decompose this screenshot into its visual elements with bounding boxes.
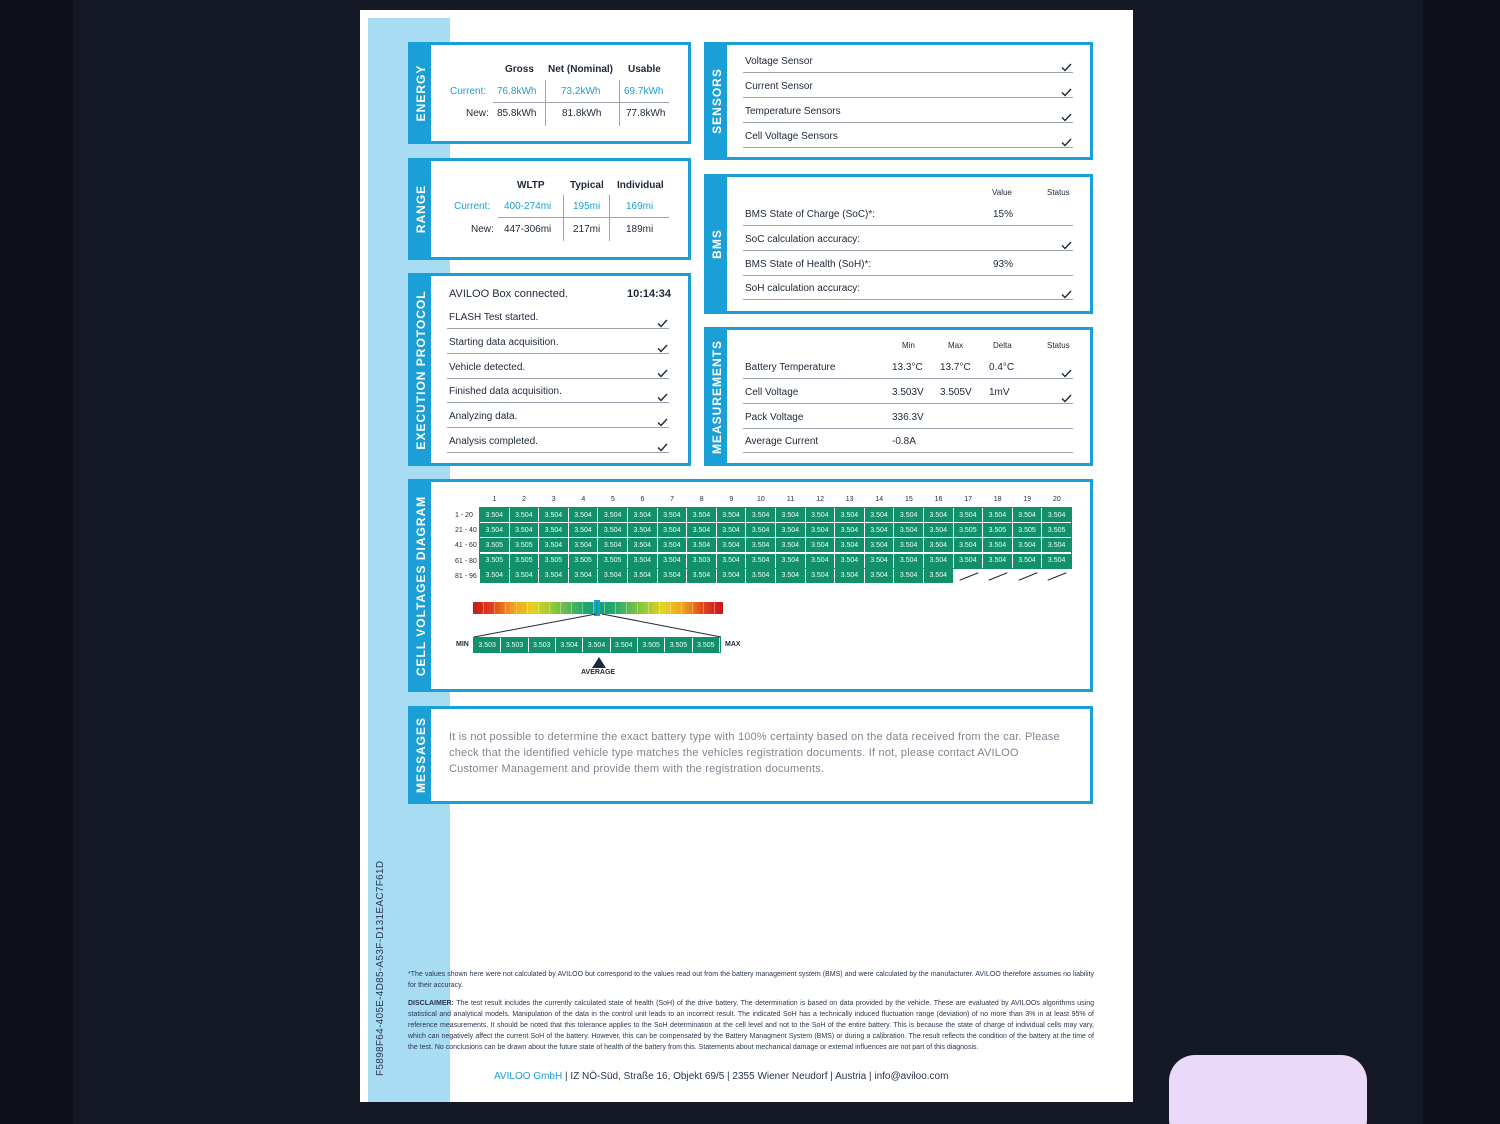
range-header-wltp: WLTP <box>517 180 545 191</box>
cell-voltage: 3.504 <box>835 508 865 523</box>
cell-column-label: 11 <box>786 496 795 503</box>
meas-row-label: Pack Voltage <box>745 411 804 423</box>
checkmark-icon <box>657 365 668 374</box>
divider <box>743 122 1073 123</box>
distribution-cell: 3.503 <box>501 638 528 652</box>
protocol-step: Analyzing data. <box>449 411 518 423</box>
messages-tab: MESSAGES <box>411 709 431 801</box>
cell-voltage: 3.504 <box>480 569 510 584</box>
cell-voltage: 3.505 <box>1013 523 1043 538</box>
cell-voltage: 3.504 <box>687 538 717 553</box>
range-header-individual: Individual <box>617 180 664 191</box>
bms-row-value: 15% <box>993 209 1014 220</box>
cell-voltage: 3.504 <box>1013 554 1043 569</box>
protocol-step: Finished data acquisition. <box>449 386 562 398</box>
cell-voltage: 3.504 <box>717 508 747 523</box>
cell-column-label: 15 <box>904 496 913 503</box>
cell-column-label: 4 <box>581 496 586 503</box>
cell-voltage: 3.505 <box>510 554 540 569</box>
cell-voltage: 3.504 <box>539 569 569 584</box>
cell-voltage: 3.504 <box>598 508 628 523</box>
company-name: AVILOO GmbH <box>494 1071 563 1082</box>
cell-column-label: 12 <box>816 496 824 503</box>
cell-voltage: 3.504 <box>865 569 895 584</box>
cell-voltage: 3.504 <box>569 538 599 553</box>
energy-current-label: Current: <box>450 86 487 97</box>
range-new-individual: 189mi <box>626 224 654 235</box>
meas-min: -0.8A <box>892 436 916 448</box>
cell-column-label: 7 <box>670 496 675 503</box>
cell-voltage: 3.504 <box>924 538 954 553</box>
cell-voltage: 3.504 <box>510 523 540 538</box>
range-header-typical: Typical <box>570 180 604 191</box>
range-new-typical: 217mi <box>573 224 601 235</box>
protocol-title: AVILOO Box connected. <box>449 288 569 300</box>
energy-tab: ENERGY <box>411 45 431 141</box>
divider <box>743 250 1073 251</box>
cell-voltage: 3.504 <box>480 523 510 538</box>
protocol-step: Vehicle detected. <box>449 361 526 373</box>
range-current-individual: 169mi <box>626 201 654 212</box>
cell-voltage: 3.504 <box>954 538 984 553</box>
disclaimer <box>408 998 1094 1053</box>
cell-voltage: 3.504 <box>598 523 628 538</box>
cell-voltage: 3.504 <box>806 569 836 584</box>
cell-voltage: 3.504 <box>835 538 865 553</box>
cell-voltage: 3.504 <box>658 538 688 553</box>
cell-voltage: 3.505 <box>983 523 1013 538</box>
checkmark-icon <box>657 340 668 349</box>
cell-voltage: 3.504 <box>776 508 806 523</box>
cell-voltage: 3.504 <box>865 554 895 569</box>
cell-column-label: 8 <box>699 496 704 503</box>
cell-voltage: 3.504 <box>1013 508 1043 523</box>
bms-row-label: SoC calculation accuracy: <box>745 233 861 245</box>
cell-voltage: 3.504 <box>510 569 540 584</box>
bms-row-label: BMS State of Health (SoH)*: <box>745 258 872 270</box>
cell-voltage: 3.504 <box>539 523 569 538</box>
divider <box>447 353 669 354</box>
bms-row-label: SoH calculation accuracy: <box>745 283 861 295</box>
cell-voltage: 3.504 <box>569 508 599 523</box>
meas-header-status: Status <box>1047 341 1070 350</box>
energy-header-gross: Gross <box>505 64 534 75</box>
energy-new-usable: 77.8kWh <box>626 108 666 119</box>
meas-min: 336.3V <box>892 411 924 423</box>
cell-column-label: 14 <box>875 496 884 503</box>
meas-header-delta: Delta <box>993 341 1012 350</box>
cell-voltage: 3.504 <box>954 554 984 569</box>
protocol-tab: EXECUTION PROTOCOL <box>411 276 431 463</box>
energy-header-net: Net (Nominal) <box>548 64 613 75</box>
cell-voltage: 3.504 <box>628 523 658 538</box>
divider <box>743 97 1073 98</box>
average-marker-icon <box>592 657 606 669</box>
cell-voltage: 3.504 <box>717 569 747 584</box>
cell-voltage: 3.505 <box>510 538 540 553</box>
distribution-cell: 3.503 <box>474 638 501 652</box>
checkmark-icon <box>657 439 668 448</box>
divider <box>563 195 564 241</box>
range-new-wltp: 447-306mi <box>504 224 552 235</box>
protocol-step: Analysis completed. <box>449 436 538 447</box>
cell-voltage: 3.504 <box>746 554 776 569</box>
cell-voltage: 3.504 <box>776 554 806 569</box>
cell-voltage: 3.504 <box>628 508 658 523</box>
cell-voltage: 3.504 <box>658 508 688 523</box>
cell-voltage: 3.504 <box>569 569 599 584</box>
meas-header-max: Max <box>948 341 964 350</box>
cell-column-label: 9 <box>729 496 734 503</box>
cell-voltage: 3.504 <box>628 554 658 569</box>
cell-voltage: 3.504 <box>894 569 924 584</box>
divider <box>619 80 620 126</box>
cell-voltage: 3.504 <box>1013 538 1043 553</box>
checkmark-icon <box>1061 134 1072 143</box>
cell-voltage: 3.504 <box>776 523 806 538</box>
energy-new-net: 81.8kWh <box>562 108 602 119</box>
meas-delta: 0.4°C <box>989 362 1015 373</box>
meas-row-label: Average Current <box>745 436 819 448</box>
meas-delta: 1mV <box>989 386 1010 398</box>
cell-voltage: 3.504 <box>658 554 688 569</box>
cell-voltage: 3.504 <box>835 523 865 538</box>
energy-current-gross: 76.8kWh <box>497 86 537 97</box>
divider <box>743 147 1073 148</box>
meas-max: 13.7°C <box>940 362 971 373</box>
sensor-item: Voltage Sensor <box>745 56 813 67</box>
checkmark-icon <box>1061 390 1072 399</box>
cell-column-label: 18 <box>993 496 1002 503</box>
cell-voltage: 3.504 <box>746 508 776 523</box>
cell-column-label: 1 <box>492 496 497 503</box>
cell-voltage: 3.504 <box>954 508 984 523</box>
company-address <box>494 1071 948 1082</box>
cell-column-label: 16 <box>934 496 943 503</box>
cell-distribution-strip <box>473 637 721 653</box>
cell-row-label: 41 - 60 <box>455 542 477 550</box>
checkmark-icon <box>1061 286 1072 295</box>
energy-new-gross: 85.8kWh <box>497 108 537 119</box>
cell-voltage: 3.504 <box>835 569 865 584</box>
divider <box>743 225 1073 226</box>
address-details: | IZ NÖ-Süd, Straße 16, Objekt 69/5 | 2355 Wiener Neudorf | Austria | info@aviloo.com <box>562 1071 949 1082</box>
cell-voltage: 3.504 <box>628 538 658 553</box>
cell-voltage: 3.504 <box>746 523 776 538</box>
cell-voltage: 3.505 <box>598 554 628 569</box>
checkmark-icon <box>657 389 668 398</box>
sensors-tab: SENSORS <box>707 45 727 157</box>
divider <box>743 275 1073 276</box>
cell-voltage: 3.504 <box>806 508 836 523</box>
divider <box>447 452 669 453</box>
meas-max: 3.505V <box>940 386 972 398</box>
bms-status-header: Status <box>1047 188 1070 197</box>
cell-voltage: 3.505 <box>480 538 510 553</box>
checkmark-icon <box>657 414 668 423</box>
protocol-step: FLASH Test started. <box>449 312 539 323</box>
divider <box>447 427 669 428</box>
cell-voltage: 3.504 <box>894 508 924 523</box>
cell-voltage: 3.504 <box>776 538 806 553</box>
distribution-cell: 3.505 <box>665 638 692 652</box>
cell-voltage: 3.504 <box>1042 538 1072 553</box>
cell-voltage: 3.504 <box>865 523 895 538</box>
cell-row-label: 21 - 40 <box>455 527 477 535</box>
cell-voltage: 3.504 <box>539 538 569 553</box>
meas-header-min: Min <box>902 341 915 350</box>
cell-voltage: 3.504 <box>717 538 747 553</box>
cell-voltage: 3.504 <box>717 554 747 569</box>
divider <box>545 80 546 126</box>
cell-voltage: 3.504 <box>658 523 688 538</box>
cell-voltage: 3.504 <box>894 554 924 569</box>
cell-voltage: 3.504 <box>865 508 895 523</box>
checkmark-icon <box>1061 59 1072 68</box>
divider <box>743 299 1073 300</box>
cell-row-label: 81 - 96 <box>455 572 477 580</box>
meas-row-label: Battery Temperature <box>745 362 836 373</box>
max-label: MAX <box>725 641 741 648</box>
cell-voltages-tab: CELL VOLTAGES DIAGRAM <box>411 482 431 689</box>
average-label: AVERAGE <box>581 669 616 676</box>
cell-row-label: 61 - 80 <box>455 557 477 565</box>
meas-min: 13.3°C <box>892 362 923 373</box>
checkmark-icon <box>657 315 668 324</box>
divider <box>743 452 1073 453</box>
meas-row-label: Cell Voltage <box>745 386 799 398</box>
cell-grid-border <box>479 507 1072 569</box>
cell-column-label: 19 <box>1023 496 1032 503</box>
cell-voltage: 3.504 <box>539 508 569 523</box>
checkmark-icon <box>1061 84 1072 93</box>
cell-column-label: 2 <box>522 496 527 503</box>
meas-min: 3.503V <box>892 386 924 398</box>
cell-voltage: 3.504 <box>776 569 806 584</box>
cell-voltage: 3.504 <box>569 523 599 538</box>
cell-column-label: 10 <box>756 496 765 503</box>
cell-voltage: 3.504 <box>894 538 924 553</box>
range-current-typical: 195mi <box>573 201 601 212</box>
cell-voltage: 3.504 <box>598 569 628 584</box>
divider <box>743 428 1073 429</box>
cell-voltage: 3.504 <box>628 569 658 584</box>
cell-voltage: 3.504 <box>480 508 510 523</box>
cell-voltage: 3.504 <box>835 554 865 569</box>
cell-voltage: 3.504 <box>983 554 1013 569</box>
distribution-cell: 3.504 <box>611 638 638 652</box>
distribution-cell: 3.504 <box>583 638 610 652</box>
cell-voltage: 3.504 <box>924 554 954 569</box>
document-id: F5898F64-405E-4D85-A53F-D131EAC7F61D <box>375 860 386 1076</box>
footnote: *The values shown here were not calculated by AVILOO but correspond to the values read out from the battery management system (BMS) and were calculated by the manufacturer. AVILOO therefore assumes no liability for their accuracy. <box>408 971 1094 989</box>
divider <box>447 378 669 379</box>
disclaimer-label: DISCLAIMER: <box>408 1000 454 1007</box>
bms-tab: BMS <box>707 177 727 311</box>
cell-voltage: 3.504 <box>687 569 717 584</box>
cell-voltage: 3.504 <box>924 569 954 584</box>
cell-voltage: 3.505 <box>480 554 510 569</box>
cell-voltage: 3.505 <box>569 554 599 569</box>
protocol-time: 10:14:34 <box>627 288 672 300</box>
message-text: It is not possible to determine the exact battery type with 100% certainty based on the data received from the car. Please check that the identified vehicle type matches the vehicles registration documents. If not, please contact AVILOO Customer Management and provide them with the registration documents. <box>449 731 1060 775</box>
distribution-cell: 3.504 <box>556 638 583 652</box>
cell-voltage: 3.504 <box>1042 554 1072 569</box>
bms-row-label: BMS State of Charge (SoC)*: <box>745 209 876 220</box>
min-label: MIN <box>456 641 469 648</box>
cell-voltage: 3.505 <box>539 554 569 569</box>
divider <box>447 402 669 403</box>
cell-row-label: 1 - 20 <box>455 512 473 519</box>
protocol-step: Starting data acquisition. <box>449 336 559 348</box>
checkmark-icon <box>1061 109 1072 118</box>
cell-voltage: 3.504 <box>924 508 954 523</box>
range-current-label: Current: <box>454 201 491 212</box>
divider <box>743 72 1073 73</box>
cell-voltage: 3.504 <box>746 538 776 553</box>
energy-header-usable: Usable <box>628 64 661 75</box>
checkmark-icon <box>1061 365 1072 374</box>
cell-voltage: 3.504 <box>598 538 628 553</box>
cell-voltage: 3.504 <box>510 508 540 523</box>
cell-voltage: 3.504 <box>717 523 747 538</box>
cell-voltage: 3.504 <box>1042 508 1072 523</box>
divider <box>609 195 610 241</box>
sensor-item: Temperature Sensors <box>745 106 841 117</box>
cell-column-label: 13 <box>845 496 854 503</box>
distribution-cell: 3.505 <box>693 638 720 652</box>
divider <box>493 102 669 103</box>
cell-voltage: 3.504 <box>687 523 717 538</box>
zoom-lines <box>470 612 730 640</box>
divider <box>743 378 1073 379</box>
range-current-wltp: 400-274mi <box>504 201 552 212</box>
cell-voltage: 3.504 <box>806 523 836 538</box>
distribution-cell: 3.505 <box>638 638 665 652</box>
cell-column-label: 6 <box>640 496 645 503</box>
cell-voltage: 3.504 <box>687 508 717 523</box>
cell-voltage: 3.505 <box>1042 523 1072 538</box>
divider <box>447 328 669 329</box>
cell-voltage: 3.504 <box>924 523 954 538</box>
cell-voltage: 3.503 <box>687 554 717 569</box>
range-tab: RANGE <box>411 161 431 257</box>
divider <box>743 403 1073 404</box>
chat-widget-button[interactable] <box>1169 1055 1367 1124</box>
range-new-label: New: <box>471 224 494 235</box>
measurements-tab: MEASUREMENTS <box>707 330 727 463</box>
sensor-item: Current Sensor <box>745 81 813 92</box>
sensor-item: Cell Voltage Sensors <box>745 131 838 142</box>
distribution-cell: 3.503 <box>529 638 556 652</box>
cell-voltage: 3.504 <box>746 569 776 584</box>
checkmark-icon <box>1061 237 1072 246</box>
cell-voltage: 3.504 <box>806 554 836 569</box>
cell-voltage: 3.504 <box>983 538 1013 553</box>
cell-voltage: 3.504 <box>894 523 924 538</box>
energy-current-net: 73.2kWh <box>561 86 601 97</box>
energy-new-label: New: <box>466 108 489 119</box>
cell-voltage: 3.504 <box>983 508 1013 523</box>
bms-row-value: 93% <box>993 258 1014 270</box>
cell-voltage: 3.504 <box>806 538 836 553</box>
cell-voltage: 3.504 <box>658 569 688 584</box>
cell-column-label: 5 <box>610 496 615 503</box>
cell-column-label: 17 <box>964 496 972 503</box>
cell-voltage: 3.505 <box>954 523 984 538</box>
divider <box>498 217 669 218</box>
bms-value-header: Value <box>992 188 1012 197</box>
disclaimer-text: The test result includes the currently calculated state of health (SoH) of the drive battery. The determination is based on data provided by the vehicle. These are evaluated by AVILOOs algorithms using statistical and analytical models. Manipulation of the data in the control unit leads to an incorrect result. The indicated SoH has a technically induced fluctuation range (deviation) of no more than 3% in at least 95% of reference measurements. It should be noted that this tolerance applies to the SoH determination at the cell level and not to the SoH of the entire battery. This is because the state of charge of individual cells may vary, which can negatively affect the current SoH of the battery. However, this can be compensated by the Battery Managment System (BMS) or during a calibration. The result reflects the condition of the battery at the time of the test. No conclusions can be drawn about the future state of health of the battery from this. Statements about mechanical damage or external influences are not part of this diagnosis. <box>408 1000 1095 1051</box>
cell-voltage: 3.504 <box>865 538 895 553</box>
cell-column-label: 3 <box>551 496 556 503</box>
energy-current-usable: 69.7kWh <box>624 86 664 97</box>
cell-column-label: 20 <box>1052 496 1061 503</box>
